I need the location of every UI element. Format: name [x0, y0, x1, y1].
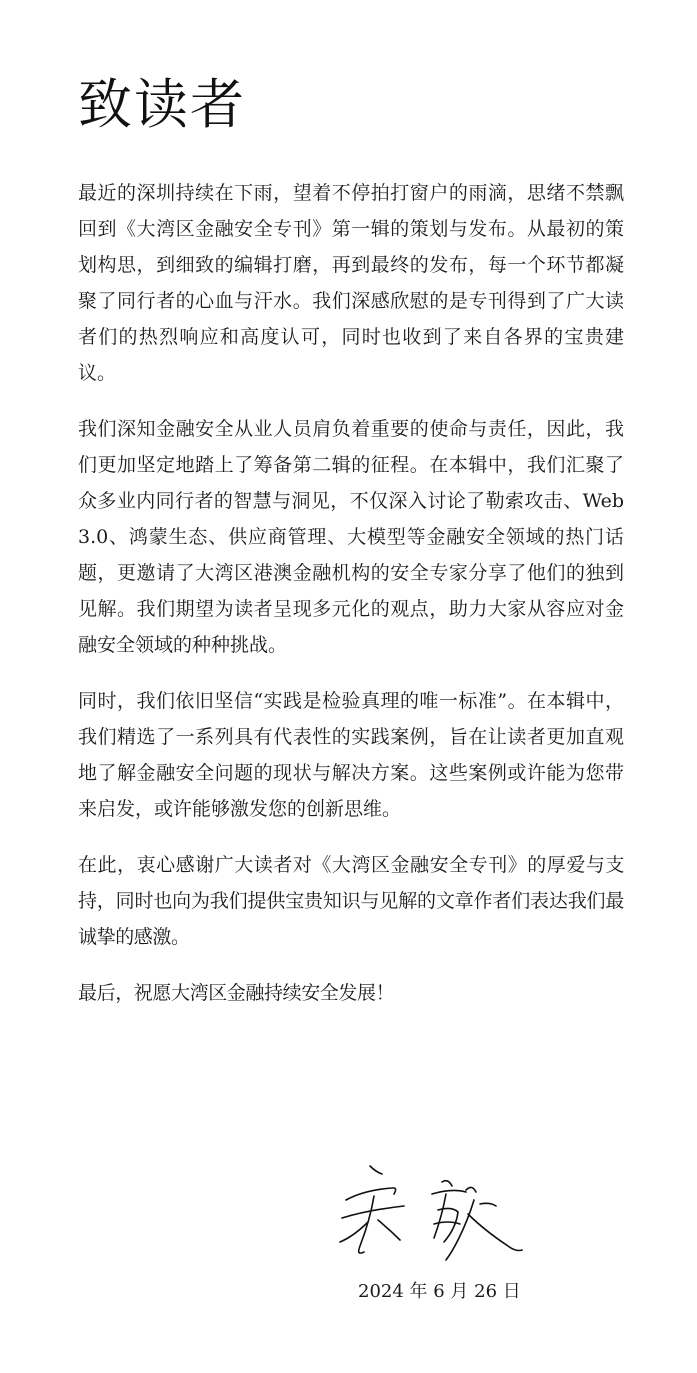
letter-body — [78, 175, 624, 1031]
paragraph-1: 最近的深圳持续在下雨，望着不停拍打窗户的雨滴，思绪不禁飘回到《大湾区金融安全专刊》第一辑的策划与发布。从最初的策划构思，到细致的编辑打磨，再到最终的发布，每一个环节都凝聚了同行者的心血与汗水。我们深感欣慰的是专刊得到了广大读者们的热烈响应和高度认可，同时也收到了来自各界的宝贵建议。 — [78, 182, 624, 384]
paragraph-4: 在此，衷心感谢广大读者对《大湾区金融安全专刊》的厚爱与支持，同时也向为我们提供宝贵知识与见解的文章作者们表达我们最诚挚的感激。 — [78, 854, 624, 948]
paragraph-3: 同时，我们依旧坚信“实践是检验真理的唯一标准”。在本辑中，我们精选了一系列具有代表性的实践案例，旨在让读者更加直观地了解金融安全问题的现状与解决方案。这些案例或许能为您带来启发，或许能够激发您的创新思维。 — [78, 690, 624, 820]
handwritten-signature — [334, 1160, 534, 1270]
letter-date: 2024 年 6 月 26 日 — [358, 1281, 521, 1302]
paragraph-2: 我们深知金融安全从业人员肩负着重要的使命与责任，因此，我们更加坚定地踏上了筹备第二辑的征程。在本辑中，我们汇聚了众多业内同行者的智慧与洞见，不仅深入讨论了勒索攻击、Web3.0、鸿蒙生态、供应商管理、大模型等金融安全领域的热门话题，更邀请了大湾区港澳金融机构的安全专家分享了他们的独到见解。我们期望为读者呈现多元化的观点，助力大家从容应对金融安全领域的种种挑战。 — [78, 418, 624, 656]
paragraph-5: 最后，祝愿大湾区金融持续安全发展！ — [78, 982, 395, 1004]
page-title: 致读者 — [78, 73, 246, 136]
